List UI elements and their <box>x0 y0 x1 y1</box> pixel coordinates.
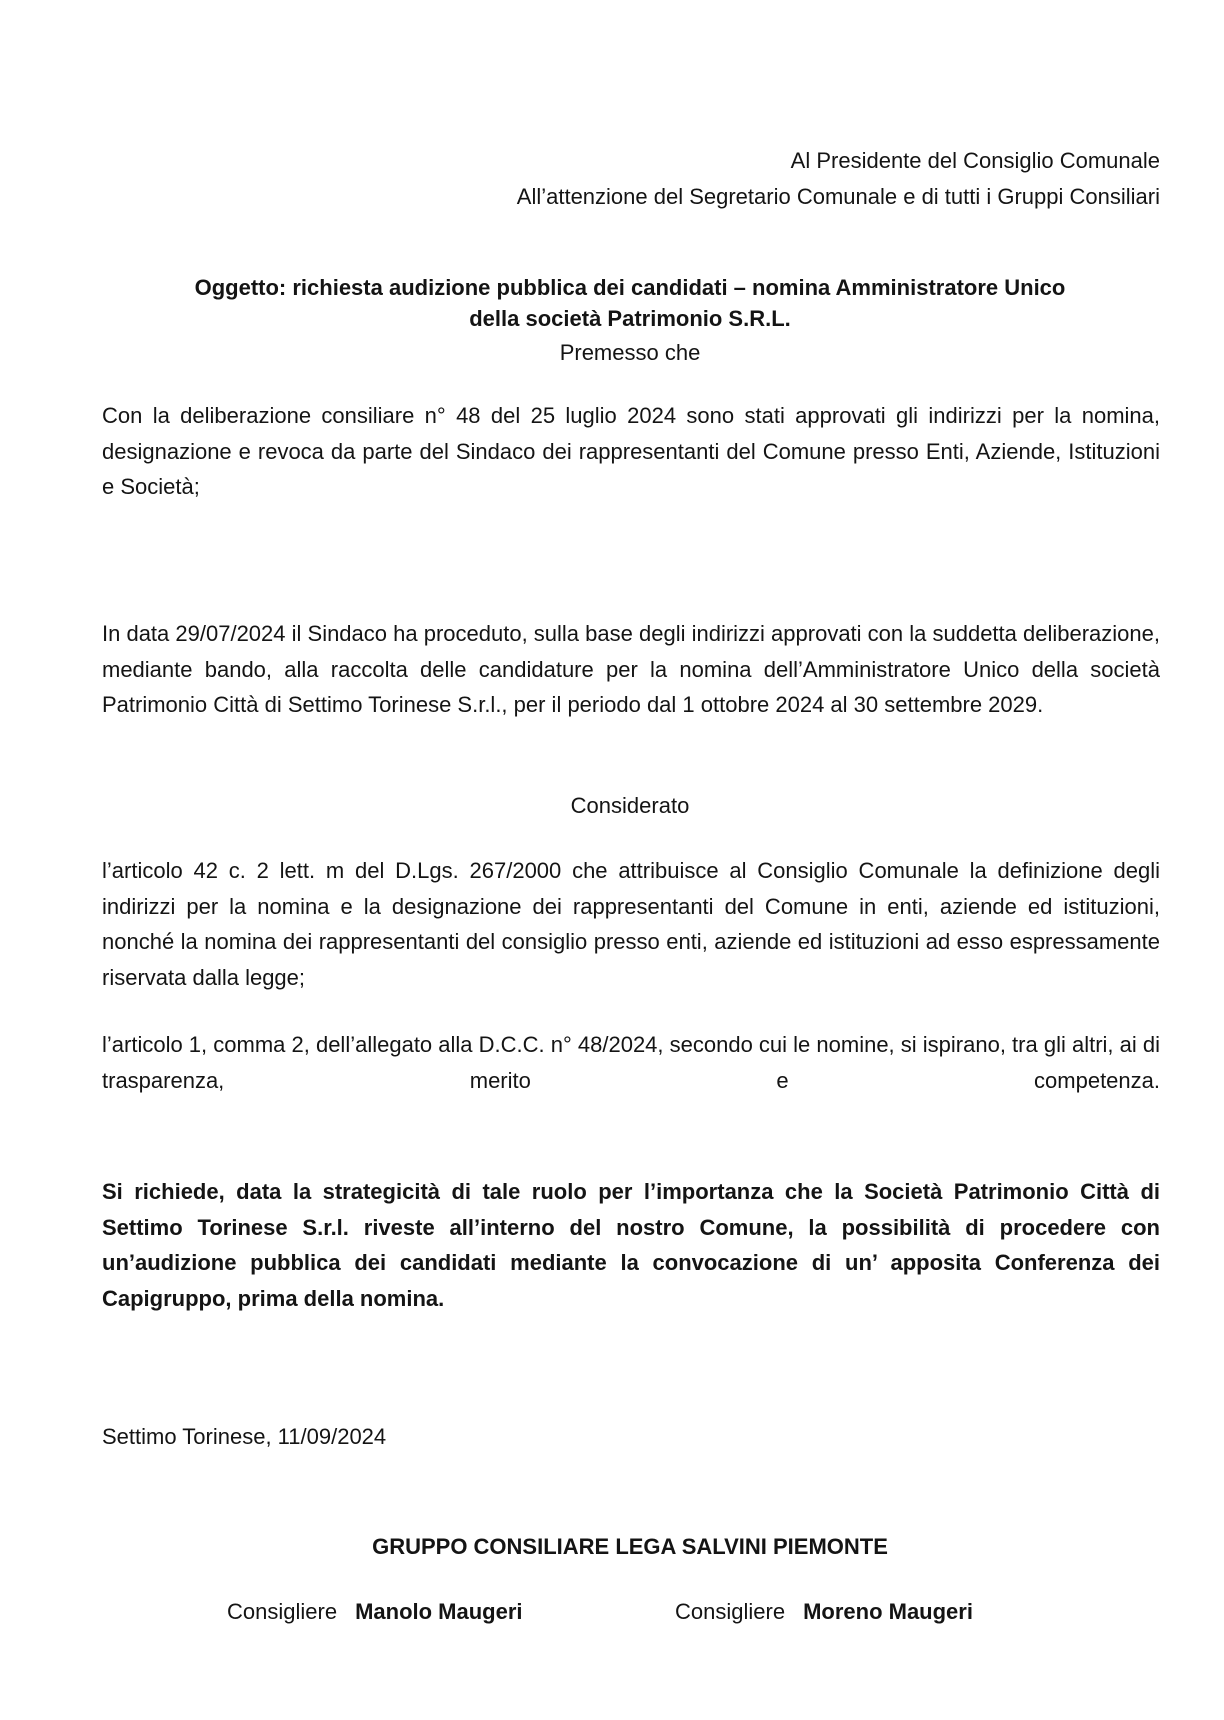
addressee-line-attention: All’attenzione del Segretario Comunale e di tutti i Gruppi Consiliari <box>516 184 1160 209</box>
signature-name: Moreno Maugeri <box>803 1599 973 1624</box>
signature-name: Manolo Maugeri <box>355 1599 523 1624</box>
heading-premesso: Premesso che <box>559 340 701 365</box>
paragraph-articolo-42: l’articolo 42 c. 2 lett. m del D.Lgs. 267/2000 che attribuisce al Consiglio Comunale la definizione degli indirizzi per la nomina e la designazione dei rappresentanti del Comune in enti, aziende ed istituzioni, nonché la nomina dei rappresentanti del consiglio presso enti, aziende ed istituzioni ad esso espressamente riservata dalla legge; <box>102 858 1160 990</box>
paragraph-request: Si richiede, data la strategicità di tale ruolo per l’importanza che la Società Patrimonio Città di Settimo Torinese S.r.l. riveste all’interno del nostro Comune, la possibilità di procedere con un’audizione pubblica dei candidati mediante la convocazione di un’ apposita Conferenza dei Capigruppo, prima della nomina. <box>102 1179 1160 1311</box>
signature-role: Consigliere <box>227 1599 338 1624</box>
place-date: Settimo Torinese, 11/09/2024 <box>102 1424 387 1449</box>
group-name: GRUPPO CONSILIARE LEGA SALVINI PIEMONTE <box>372 1534 888 1559</box>
heading-considerato: Considerato <box>570 793 690 818</box>
signature-role: Consigliere <box>675 1599 786 1624</box>
paragraph-deliberazione: Con la deliberazione consiliare n° 48 del 25 luglio 2024 sono stati approvati gli indirizzi per la nomina, designazione e revoca da parte del Sindaco dei rappresentanti del Comune presso Enti, Aziende, Istituzioni e Società; <box>102 403 1160 499</box>
addressee-block <box>517 143 1160 215</box>
addressee-line-president: Al Presidente del Consiglio Comunale <box>790 148 1160 173</box>
subject-line-1: Oggetto: richiesta audizione pubblica dei candidati – nomina Amministratore Unico <box>194 275 1066 300</box>
subject-block <box>100 272 1160 334</box>
signature-councillor-1 <box>227 1597 523 1627</box>
paragraph-articolo-1: l’articolo 1, comma 2, dell’allegato alla D.C.C. n° 48/2024, secondo cui le nomine, si ispirano, tra gli altri, ai di trasparenza, merito e competenza. <box>102 1032 1160 1093</box>
subject-line-2: della società Patrimonio S.R.L. <box>469 306 791 331</box>
paragraph-bando: In data 29/07/2024 il Sindaco ha proceduto, sulla base degli indirizzi approvati con la suddetta deliberazione, mediante bando, alla raccolta delle candidature per la nomina dell’Amministratore Unico della società Patrimonio Città di Settimo Torinese S.r.l., per il periodo dal 1 ottobre 2024 al 30 settembre 2029. <box>102 621 1160 717</box>
signature-councillor-2 <box>675 1597 973 1627</box>
